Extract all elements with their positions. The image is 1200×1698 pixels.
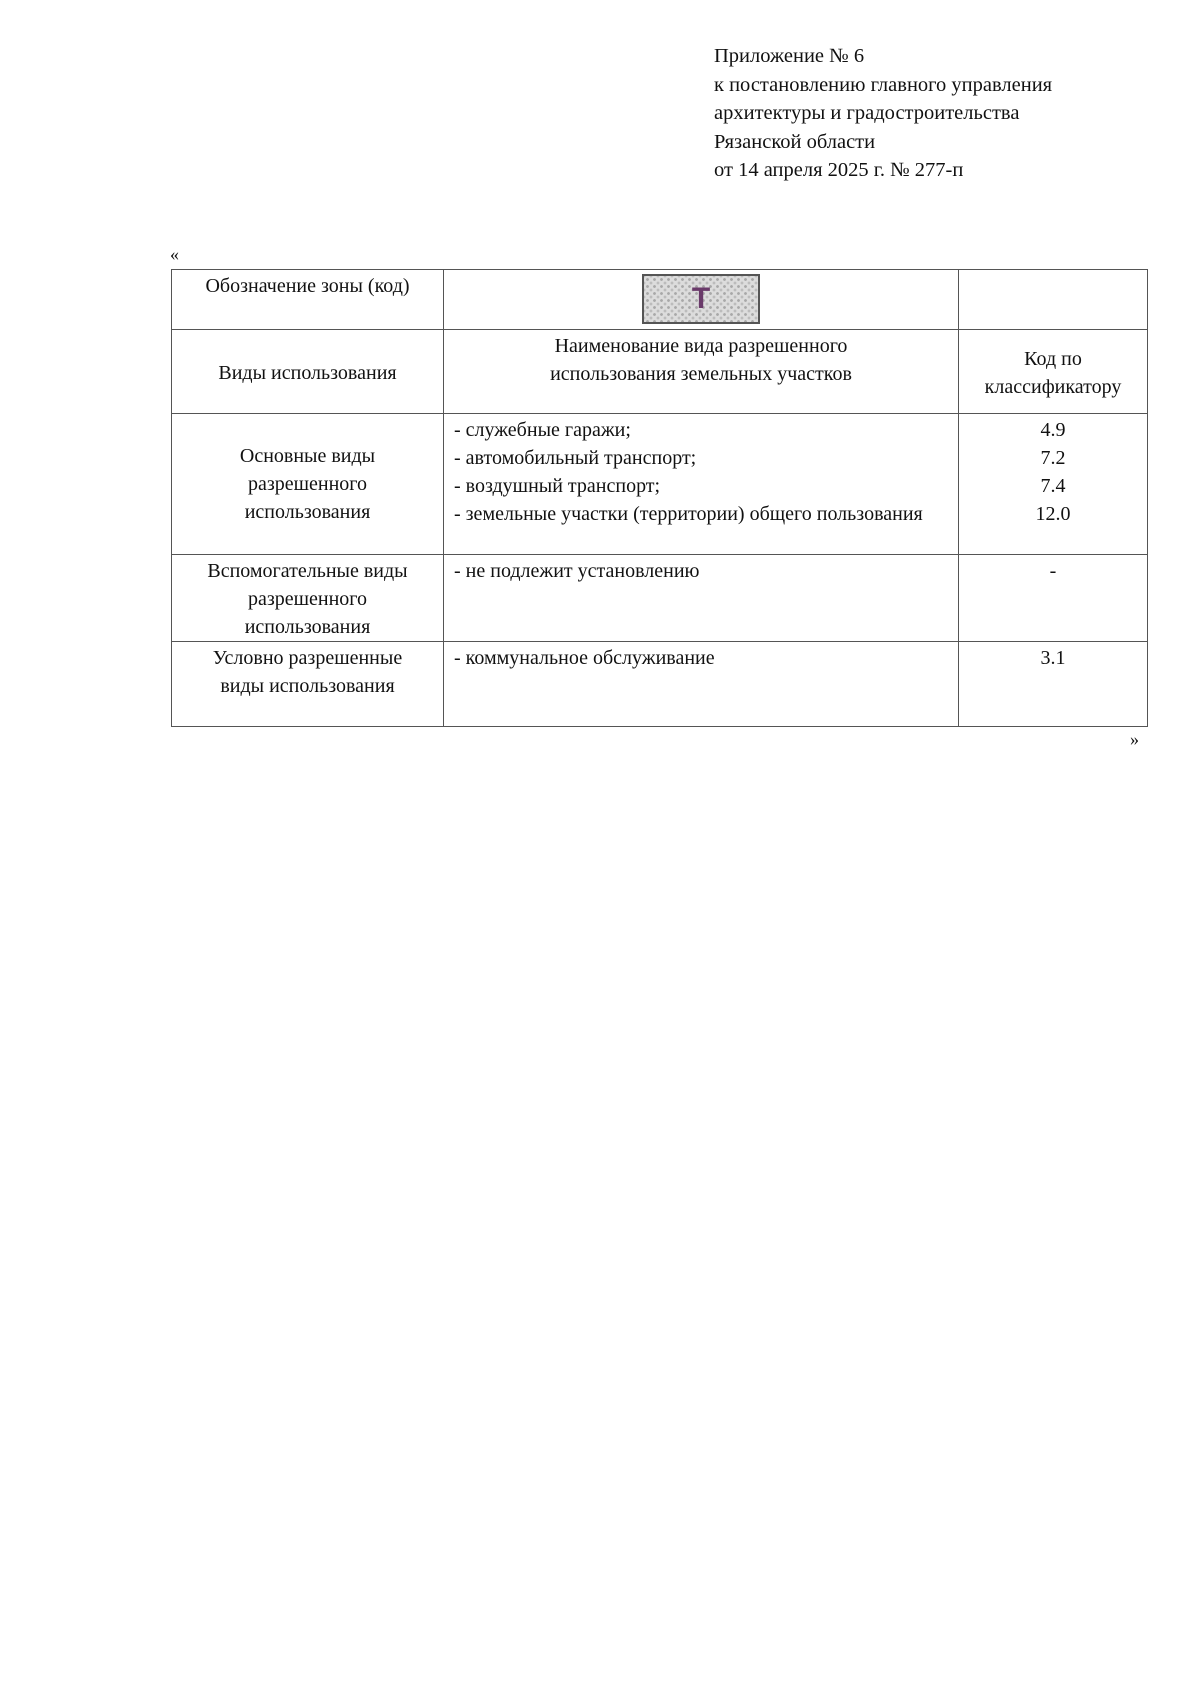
codes-list — [959, 555, 1147, 585]
zone-code-badge — [642, 274, 760, 324]
list-item: - коммунальное обслуживание — [454, 647, 715, 669]
category-cell — [172, 414, 444, 555]
codes-cell — [959, 555, 1148, 642]
codes-cell — [959, 642, 1148, 727]
category-label: Основные виды разрешенного использования — [239, 445, 376, 523]
header-cell-uses — [172, 330, 444, 414]
zone-label-cell — [172, 270, 444, 330]
uses-list — [444, 642, 958, 672]
list-item: - воздушный транспорт; — [454, 475, 661, 497]
opening-quote: « — [170, 244, 179, 264]
zone-code-cell — [444, 270, 959, 330]
list-item: - служебные гаражи; — [454, 419, 631, 441]
list-item: - автомобильный транспорт; — [454, 447, 697, 469]
empty-cell — [959, 270, 1148, 330]
category-label: Вспомогательные виды разрешенного использования — [207, 560, 408, 638]
zone-table — [171, 269, 1148, 727]
header-cell-code — [959, 330, 1148, 414]
table-row — [172, 642, 1148, 727]
code-value: - — [1049, 560, 1057, 582]
codes-list — [959, 642, 1147, 672]
appendix-date: от 14 апреля 2025 г. № 277-п — [714, 159, 964, 181]
header-cell-name — [444, 330, 959, 414]
code-value: 7.4 — [1040, 475, 1066, 497]
appendix-line: Рязанской области — [714, 130, 876, 153]
table-row — [172, 555, 1148, 642]
uses-list — [444, 555, 958, 585]
header-row — [172, 330, 1148, 414]
category-cell — [172, 555, 444, 642]
zone-code: Т — [691, 282, 711, 315]
codes-cell — [959, 414, 1148, 555]
uses-cell — [444, 414, 959, 555]
list-item: - земельные участки (территории) общего пользования — [454, 503, 923, 525]
table-row — [172, 414, 1148, 555]
codes-list — [959, 414, 1147, 528]
category-cell — [172, 642, 444, 727]
header-label: Код по классификатору — [984, 347, 1122, 398]
appendix-line: архитектуры и градостроительства — [714, 102, 1020, 124]
code-value: 7.2 — [1040, 447, 1066, 469]
header-label: Виды использования — [218, 361, 397, 384]
appendix-title: Приложение № 6 — [714, 45, 865, 67]
code-value: 12.0 — [1035, 503, 1071, 525]
uses-cell — [444, 642, 959, 727]
code-value: 3.1 — [1040, 647, 1066, 669]
closing-quote: » — [1130, 729, 1139, 749]
appendix-line: к постановлению главного управления — [714, 73, 1053, 96]
header-label: Наименование вида разрешенного использования земельных участков — [550, 335, 852, 385]
zone-label: Обозначение зоны (код) — [205, 275, 410, 297]
list-item: - не подлежит установлению — [454, 560, 700, 582]
uses-cell — [444, 555, 959, 642]
code-value: 4.9 — [1040, 419, 1066, 441]
appendix-header — [714, 42, 1052, 185]
category-label: Условно разрешенные виды использования — [212, 647, 403, 697]
uses-list — [444, 414, 958, 528]
zone-code-row — [172, 270, 1148, 330]
